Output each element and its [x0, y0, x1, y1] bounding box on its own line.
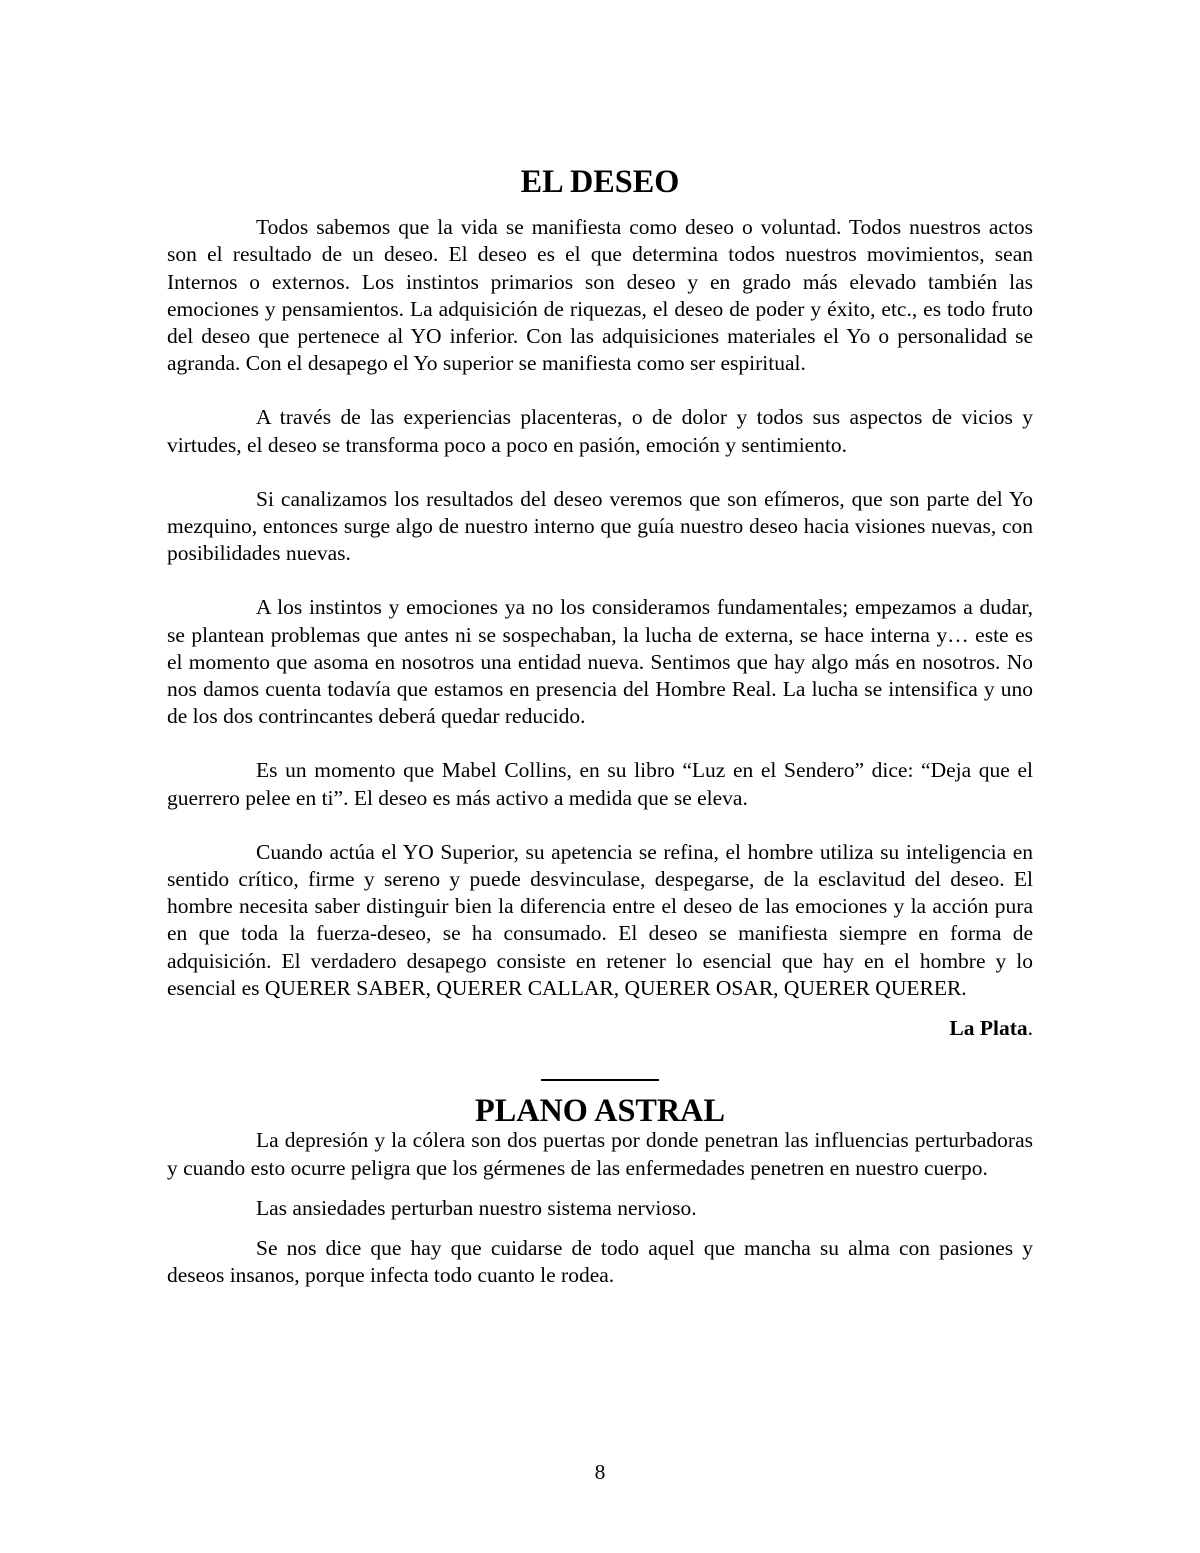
paragraph: Se nos dice que hay que cuidarse de todo aquel que mancha su alma con pasiones y deseos insanos, porque infecta todo cuanto le rodea. — [167, 1236, 1033, 1288]
signature-place — [167, 1015, 1033, 1042]
paragraph: Si canalizamos los resultados del deseo veremos que son efímeros, que son parte del Yo mezquino, entonces surge algo de nuestro interno que guía nuestro deseo hacia visiones nuevas, con posibilidades nuevas. — [167, 486, 1033, 566]
paragraph: A través de las experiencias placenteras, o de dolor y todos sus aspectos de vicios y virtudes, el deseo se transforma poco a poco en pasión, emoción y sentimiento. — [167, 405, 1033, 457]
paragraph: Es un momento que Mabel Collins, en su libro “Luz en el Sendero” dice: “Deja que el guerrero pelee en ti”. El deseo es más activo a medida que se eleva. — [167, 758, 1033, 810]
paragraph: Las ansiedades perturban nuestro sistema nervioso. — [256, 1195, 697, 1220]
signature-text: La Plata — [949, 1016, 1028, 1041]
section-title-plano-astral: PLANO ASTRAL — [475, 1092, 725, 1129]
page-number: 8 — [594, 1460, 606, 1484]
section-divider — [541, 1079, 659, 1081]
document-page — [167, 163, 1033, 1290]
section-title-el-deseo: EL DESEO — [520, 163, 680, 199]
paragraph: Cuando actúa el YO Superior, su apetencia se refina, el hombre utiliza su inteligencia en sentido crítico, firme y sereno y puede desvinculase, despegarse, de la esclavitud del deseo. El hombre necesita saber distinguir bien la diferencia entre el deseo de las emociones y la acción pura en que toda la fuerza-deseo, se ha consumado. El deseo se manifiesta siempre en forma de adquisición. El verdadero desapego consiste en retener lo esencial que hay en el hombre y lo esencial es QUERER SABER, QUERER CALLAR, QUERER OSAR, QUERER QUERER. — [167, 839, 1033, 1000]
signature-dot: . — [1027, 1016, 1033, 1041]
paragraph: La depresión y la cólera son dos puertas por donde penetran las influencias perturbadoras y cuando esto ocurre peligra que los gérmenes de las enfermedades penetren en nuestro cuerpo. — [167, 1128, 1033, 1180]
paragraph: A los instintos y emociones ya no los consideramos fundamentales; empezamos a dudar, se plantean problemas que antes ni se sospechaban, la lucha de externa, se hace interna y… este es el momento que asoma en nosotros una entidad nueva. Sentimos que hay algo más en nosotros. No nos damos cuenta todavía que estamos en presencia del Hombre Real. La lucha se intensifica y uno de los dos contrincantes deberá quedar reducido. — [167, 595, 1033, 729]
paragraph: Todos sabemos que la vida se manifiesta como deseo o voluntad. Todos nuestros actos son el resultado de un deseo. El deseo es el que determina todos nuestros movimientos, sean Internos o externos. Los instintos primarios son deseo y en grado más elevado también las emociones y pensamientos. La adquisición de riquezas, el deseo de poder y éxito, etc., es todo fruto del deseo que pertenece al YO inferior. Con las adquisiciones materiales el Yo o personalidad se agranda. Con el desapego el Yo superior se manifiesta como ser espiritual. — [167, 215, 1033, 376]
